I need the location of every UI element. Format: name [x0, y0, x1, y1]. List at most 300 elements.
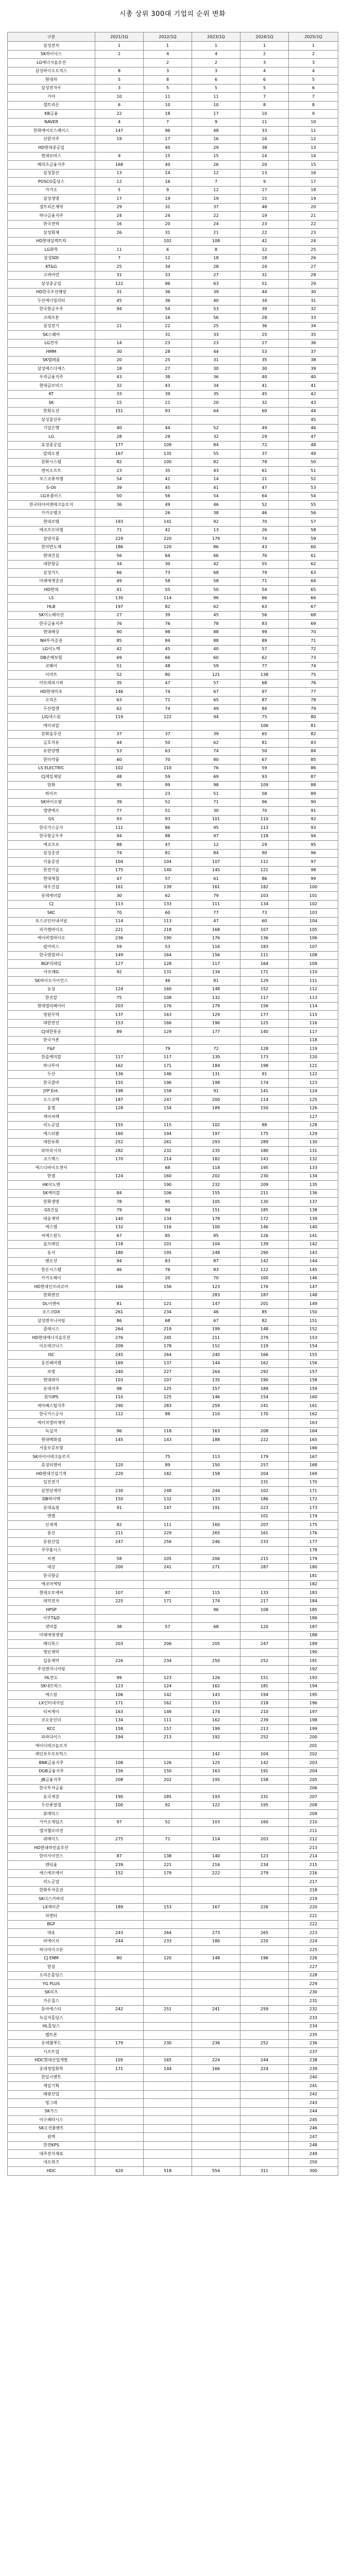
table-row [8, 1274, 338, 1283]
rank-2024-cell: 239 [240, 1716, 289, 1725]
rank-2024-cell: 101 [240, 1512, 289, 1521]
rank-2021-cell: 88 [95, 841, 144, 850]
rank-2024-cell: 18 [240, 254, 289, 263]
table-row [8, 1657, 338, 1666]
rank-2024-cell: 123 [240, 1852, 289, 1861]
rank-2024-cell: 15 [240, 195, 289, 204]
company-name-cell: 롯데지주 [8, 1385, 95, 1394]
company-name-cell: 펩트론 [8, 2031, 95, 2040]
table-row [8, 917, 338, 926]
rank-2023-cell: 86 [192, 543, 240, 552]
rank-2023-cell: 84 [192, 849, 240, 858]
rank-2025-cell: 70 [289, 628, 338, 637]
company-name-cell: 삼성중공업 [8, 280, 95, 289]
rank-2025-cell: 96 [289, 849, 338, 858]
table-row [8, 1283, 338, 1292]
table-row [8, 169, 338, 178]
table-row [8, 1087, 338, 1096]
rank-2025-cell: 26 [289, 254, 338, 263]
rank-2021-cell: 30 [95, 348, 144, 357]
rank-2025-cell: 57 [289, 518, 338, 527]
rank-2022-cell: 160 [144, 1172, 192, 1181]
company-name-cell: 롯데케미칼 [8, 892, 95, 901]
company-name-cell: 현대해상 [8, 628, 95, 637]
rank-2025-cell: 149 [289, 1300, 338, 1309]
rank-2021-cell [95, 2141, 144, 2150]
rank-2023-cell: 41 [192, 484, 240, 493]
rank-2025-cell: 201 [289, 1742, 338, 1751]
rank-2022-cell: 101 [144, 1240, 192, 1249]
table-row [8, 59, 338, 67]
table-row [8, 747, 338, 756]
rank-2024-cell: 7 [240, 93, 289, 101]
rank-2021-cell [95, 1988, 144, 1997]
table-row [8, 1393, 338, 1402]
rank-2023-cell: 114 [192, 1835, 240, 1844]
rank-2024-cell: 181 [240, 1682, 289, 1691]
rank-2022-cell [144, 1113, 192, 1122]
rank-2025-cell: 134 [289, 1172, 338, 1181]
rank-2021-cell: 60 [95, 756, 144, 765]
rank-2025-cell: 54 [289, 492, 338, 501]
table-row [8, 1818, 338, 1827]
rank-2021-cell: 100 [95, 1801, 144, 1810]
rank-2021-cell [95, 1946, 144, 1955]
rank-2021-cell: 102 [95, 764, 144, 773]
rank-2023-cell: 168 [192, 926, 240, 935]
rank-2021-cell: 81 [95, 1300, 144, 1309]
rank-2023-cell [192, 1988, 240, 1997]
rank-2024-cell: 141 [240, 1087, 289, 1096]
rank-2021-cell: 67 [95, 1232, 144, 1241]
table-row [8, 1461, 338, 1470]
rank-2022-cell: 142 [144, 1691, 192, 1700]
rank-2023-cell: 193 [192, 1793, 240, 1802]
rank-2025-cell: 19 [289, 195, 338, 204]
table-row [8, 977, 338, 986]
rank-2023-cell: 50 [192, 586, 240, 595]
rank-2025-cell: 62 [289, 560, 338, 569]
rank-2025-cell: 114 [289, 1002, 338, 1011]
rank-2025-cell: 234 [289, 2022, 338, 2031]
rank-2023-cell: 76 [192, 764, 240, 773]
rank-2023-cell [192, 1920, 240, 1929]
rank-2025-cell: 199 [289, 1725, 338, 1734]
rank-2023-cell: 163 [192, 1767, 240, 1776]
company-name-cell: 녹십자 [8, 1427, 95, 1436]
rank-2025-cell: 178 [289, 1546, 338, 1555]
rank-2022-cell: 40 [144, 144, 192, 152]
table-row [8, 1546, 338, 1555]
rank-2022-cell: 256 [144, 1538, 192, 1547]
rank-2023-cell: 184 [192, 1062, 240, 1071]
company-name-cell: 동원산업 [8, 1538, 95, 1547]
rank-2025-cell: 169 [289, 1470, 338, 1479]
rank-2021-cell: 111 [95, 824, 144, 833]
rank-2024-cell: 139 [240, 1240, 289, 1249]
rank-2021-cell: 124 [95, 985, 144, 994]
rank-2024-cell: 11 [240, 118, 289, 127]
rank-2021-cell: 226 [95, 1657, 144, 1666]
table-row [8, 1436, 338, 1445]
rank-2021-cell: 38 [95, 1623, 144, 1632]
table-row [8, 1997, 338, 2006]
rank-2021-cell [95, 1572, 144, 1581]
table-row [8, 297, 338, 306]
company-name-cell: 삼천당제약 [8, 1487, 95, 1496]
rank-2022-cell: 194 [144, 1130, 192, 1139]
rank-2024-cell: 91 [240, 1070, 289, 1079]
table-row [8, 1036, 338, 1045]
rank-2024-cell: 65 [240, 730, 289, 739]
company-name-cell: 영원무역 [8, 1011, 95, 1020]
rank-2022-cell [144, 2124, 192, 2133]
rank-2022-cell: 2 [144, 59, 192, 67]
rank-2021-cell: 211 [95, 1529, 144, 1538]
rank-2025-cell: 17 [289, 178, 338, 187]
company-name-cell: 녹십자홀딩스 [8, 2014, 95, 2023]
rank-2021-cell: 1 [95, 42, 144, 50]
rank-2025-cell: 44 [289, 407, 338, 416]
table-row [8, 1963, 338, 1972]
rank-2023-cell [192, 1827, 240, 1836]
rank-2024-cell: 34 [240, 297, 289, 306]
table-row [8, 1053, 338, 1062]
rank-2021-cell: 203 [95, 1002, 144, 1011]
rank-2025-cell: 240 [289, 2073, 338, 2082]
rank-2025-cell: 217 [289, 1878, 338, 1887]
rank-2021-cell: 5 [95, 186, 144, 195]
company-name-cell: 두산 [8, 1070, 95, 1079]
rank-2024-cell: 48 [240, 203, 289, 212]
rank-2021-cell: 91 [95, 1504, 144, 1513]
rank-2021-cell [95, 237, 144, 246]
rank-2024-cell [240, 2150, 289, 2159]
rank-2024-cell: 32 [240, 399, 289, 408]
rank-2024-cell: 289 [240, 1138, 289, 1147]
rank-2025-cell: 170 [289, 1478, 338, 1487]
rank-2021-cell [95, 1419, 144, 1428]
table-row [8, 1070, 338, 1079]
rank-2022-cell: 31 [144, 203, 192, 212]
company-name-cell: 효성중공업 [8, 441, 95, 450]
table-row [8, 2056, 338, 2065]
rank-2022-cell: 106 [144, 1189, 192, 1198]
rank-2021-cell: 124 [95, 1172, 144, 1181]
table-row [8, 42, 338, 50]
rank-2023-cell: 178 [192, 1215, 240, 1224]
table-row [8, 1810, 338, 1819]
table-row [8, 1206, 338, 1215]
rank-2024-cell: 29 [240, 841, 289, 850]
rank-2021-cell: 4 [95, 118, 144, 127]
rank-2024-cell [240, 1912, 289, 1921]
company-name-cell: HD현대 [8, 586, 95, 595]
rank-2023-cell [192, 1512, 240, 1521]
rank-2024-cell: 231 [240, 1478, 289, 1487]
rank-2024-cell: 70 [240, 807, 289, 816]
rank-2025-cell: 113 [289, 994, 338, 1003]
table-row [8, 195, 338, 204]
rank-2022-cell: 185 [144, 1793, 192, 1802]
company-name-cell: 삼성물산우 [8, 416, 95, 425]
rank-2025-cell: 25 [289, 246, 338, 255]
table-row [8, 1096, 338, 1105]
rank-2025-cell: 43 [289, 399, 338, 408]
rank-2025-cell: 67 [289, 603, 338, 612]
rank-2024-cell: 29 [240, 433, 289, 442]
company-name-cell: HMM [8, 348, 95, 357]
table-row [8, 815, 338, 824]
rank-2025-cell: 107 [289, 943, 338, 952]
rank-2025-cell: 174 [289, 1512, 338, 1521]
rank-2021-cell: 78 [95, 1198, 144, 1207]
rank-2024-cell [240, 1878, 289, 1887]
rank-2022-cell [144, 1444, 192, 1453]
rank-2024-cell: 61 [240, 467, 289, 476]
rank-2023-cell: 101 [192, 815, 240, 824]
rank-2025-cell: 155 [289, 1351, 338, 1360]
rank-2021-cell [95, 1827, 144, 1836]
rank-2024-cell: 14 [240, 152, 289, 161]
table-row [8, 288, 338, 297]
table-row [8, 373, 338, 382]
table-row [8, 1691, 338, 1700]
rank-2022-cell: 245 [144, 1334, 192, 1343]
rank-2022-cell: 157 [144, 1725, 192, 1734]
company-name-cell: 일진전기 [8, 1478, 95, 1487]
table-row [8, 1045, 338, 1054]
rank-2022-cell: 195 [144, 1249, 192, 1258]
rank-2024-cell [240, 2116, 289, 2125]
company-name-cell: 한국타이어앤테크놀로지 [8, 501, 95, 510]
table-row [8, 535, 338, 544]
company-name-cell: 코스맥스 [8, 1155, 95, 1164]
company-name-cell: NH투자증권 [8, 637, 95, 646]
table-row [8, 2116, 338, 2125]
table-row [8, 237, 338, 246]
rank-2025-cell: 214 [289, 1852, 338, 1861]
rank-2021-cell: 32 [95, 382, 144, 391]
rank-2021-cell: 18 [95, 365, 144, 374]
company-name-cell: 동국제강 [8, 1793, 95, 1802]
rank-2022-cell: 39 [144, 390, 192, 399]
rank-2023-cell [192, 2150, 240, 2159]
rank-2025-cell: 106 [289, 934, 338, 943]
rank-2022-cell: 43 [144, 382, 192, 391]
rank-2022-cell: 171 [144, 1597, 192, 1606]
table-row [8, 1631, 338, 1640]
rank-2021-cell: 34 [95, 560, 144, 569]
table-row [8, 654, 338, 663]
rank-2025-cell: 122 [289, 1070, 338, 1079]
rank-2021-cell: 39 [95, 484, 144, 493]
rank-2025-cell: 7 [289, 93, 338, 101]
rank-2021-cell: 140 [95, 1215, 144, 1224]
company-name-cell: 삼양식품 [8, 535, 95, 544]
rank-2025-cell: 100 [289, 883, 338, 892]
rank-2021-cell: 168 [95, 161, 144, 170]
rank-2024-cell: 64 [240, 492, 289, 501]
rank-2023-cell [192, 2158, 240, 2167]
rank-2024-cell: 23 [240, 220, 289, 229]
company-name-cell: SK하이닉스 [8, 50, 95, 59]
rank-2024-cell: 52 [240, 501, 289, 510]
rank-2024-cell: 122 [240, 1266, 289, 1275]
rank-2023-cell: 88 [192, 637, 240, 646]
rank-2021-cell: 197 [95, 603, 144, 612]
rank-2025-cell: 202 [289, 1750, 338, 1759]
rank-2022-cell [144, 1844, 192, 1853]
company-name-cell: 엘지헬로비전 [8, 1827, 95, 1836]
table-row [8, 1512, 338, 1521]
rank-2025-cell: 29 [289, 280, 338, 289]
rank-2021-cell [95, 1665, 144, 1674]
table-row [8, 960, 338, 969]
rank-2023-cell: 20 [192, 399, 240, 408]
rank-2023-cell: 48 [192, 127, 240, 135]
rank-2025-cell: 156 [289, 1359, 338, 1368]
rank-2023-cell: 46 [192, 501, 240, 510]
rank-2024-cell: 97 [240, 688, 289, 697]
rank-2022-cell: 88 [144, 832, 192, 841]
table-row [8, 951, 338, 960]
rank-2025-cell: 185 [289, 1606, 338, 1615]
rank-2023-cell: 23 [192, 339, 240, 348]
rank-2022-cell [144, 1036, 192, 1045]
rank-2021-cell: 105 [95, 2056, 144, 2065]
rank-2022-cell: 156 [144, 1283, 192, 1292]
rank-2021-cell [95, 2082, 144, 2091]
rank-2025-cell: 41 [289, 382, 338, 391]
rank-2024-cell: 311 [240, 2167, 289, 2176]
table-row [8, 127, 338, 135]
rank-2024-cell: 39 [240, 305, 289, 314]
rank-2024-cell: 241 [240, 1402, 289, 1411]
rank-2025-cell: 66 [289, 594, 338, 603]
rank-2021-cell: 96 [95, 1427, 144, 1436]
company-name-cell: 제일기획 [8, 2082, 95, 2091]
rank-2021-cell: 11 [95, 246, 144, 255]
rank-2021-cell [95, 977, 144, 986]
table-row [8, 968, 338, 977]
table-row [8, 1172, 338, 1181]
rank-2021-cell: 282 [95, 1147, 144, 1156]
rank-2024-cell [240, 416, 289, 425]
rank-2025-cell: 101 [289, 892, 338, 901]
table-row [8, 2005, 338, 2014]
rank-2022-cell [144, 1827, 192, 1836]
rank-2022-cell: 146 [144, 1070, 192, 1079]
rank-2024-cell: 114 [240, 1096, 289, 1105]
rank-2023-cell [192, 416, 240, 425]
rank-2023-cell [192, 1036, 240, 1045]
rank-2023-cell: 69 [192, 773, 240, 782]
rank-2021-cell: 10 [95, 93, 144, 101]
table-row [8, 824, 338, 833]
rank-2022-cell: 116 [144, 1223, 192, 1232]
rank-2021-cell: 229 [95, 535, 144, 544]
rank-2023-cell [192, 1844, 240, 1853]
table-row [8, 1079, 338, 1088]
rank-2022-cell [144, 2116, 192, 2125]
rank-2024-cell: 186 [240, 1495, 289, 1504]
table-row [8, 1827, 338, 1836]
table-row [8, 849, 338, 858]
rank-2022-cell: 80 [144, 671, 192, 680]
rank-2025-cell: 203 [289, 1759, 338, 1768]
rank-2021-cell [95, 1606, 144, 1615]
rank-2023-cell: 283 [192, 1291, 240, 1300]
company-name-cell: 롯데웰푸드 [8, 2039, 95, 2048]
table-row [8, 1155, 338, 1164]
rank-2023-cell: 131 [192, 1070, 240, 1079]
table-row [8, 93, 338, 101]
company-name-cell: 휴젤 [8, 1104, 95, 1113]
rank-2024-cell: 38 [240, 144, 289, 152]
rank-2023-cell: 191 [192, 1504, 240, 1513]
company-name-cell: 한국카본 [8, 1036, 95, 1045]
rank-2022-cell: 131 [144, 968, 192, 977]
rank-2025-cell: 109 [289, 960, 338, 969]
rank-2024-cell: 25 [240, 331, 289, 340]
rank-2024-cell: 83 [240, 620, 289, 629]
rank-2022-cell: 182 [144, 1470, 192, 1479]
rank-2022-cell: 160 [144, 985, 192, 994]
rank-2023-cell: 150 [192, 1461, 240, 1470]
company-name-cell: 이수페타시스 [8, 2116, 95, 2125]
rank-2022-cell: 144 [144, 2065, 192, 2074]
company-name-cell: 삼성에스디에스 [8, 365, 95, 374]
rank-2025-cell: 28 [289, 271, 338, 280]
rank-2024-cell: 47 [240, 484, 289, 493]
rank-2025-cell: 88 [289, 781, 338, 790]
rank-2024-cell: 198 [240, 1062, 289, 1071]
rank-2022-cell: 76 [144, 620, 192, 629]
rank-2025-cell: 152 [289, 1325, 338, 1334]
rank-2021-cell: 80 [95, 1954, 144, 1963]
table-row [8, 135, 338, 144]
rank-2025-cell: 111 [289, 977, 338, 986]
rank-2023-cell: 26 [192, 161, 240, 170]
table-row [8, 1767, 338, 1776]
rank-2023-cell: 68 [192, 1623, 240, 1632]
rank-2025-cell: 223 [289, 1929, 338, 1938]
rank-2023-cell: 129 [192, 1011, 240, 1020]
rank-2023-cell [192, 1997, 240, 2006]
table-row [8, 305, 338, 314]
company-name-cell: 대한유화 [8, 1138, 95, 1147]
rank-2022-cell: 59 [144, 773, 192, 782]
table-row [8, 2082, 338, 2091]
rank-2023-cell: 105 [192, 1198, 240, 1207]
rank-2025-cell: 4 [289, 67, 338, 76]
rank-2021-cell: 77 [95, 807, 144, 816]
company-name-cell: SK오션플랜트 [8, 2124, 95, 2133]
table-row [8, 1130, 338, 1139]
rank-2022-cell: 34 [144, 263, 192, 272]
table-row [8, 1742, 338, 1751]
rank-2024-cell: 100 [240, 1274, 289, 1283]
table-row [8, 84, 338, 93]
rank-2021-cell: 43 [95, 373, 144, 382]
rank-2021-cell: 114 [95, 917, 144, 926]
rank-2021-cell [95, 2022, 144, 2031]
rank-2022-cell [144, 1878, 192, 1887]
rank-2021-cell: 276 [95, 1334, 144, 1343]
company-name-cell: 포스코퓨처엠 [8, 475, 95, 484]
table-row [8, 1852, 338, 1861]
